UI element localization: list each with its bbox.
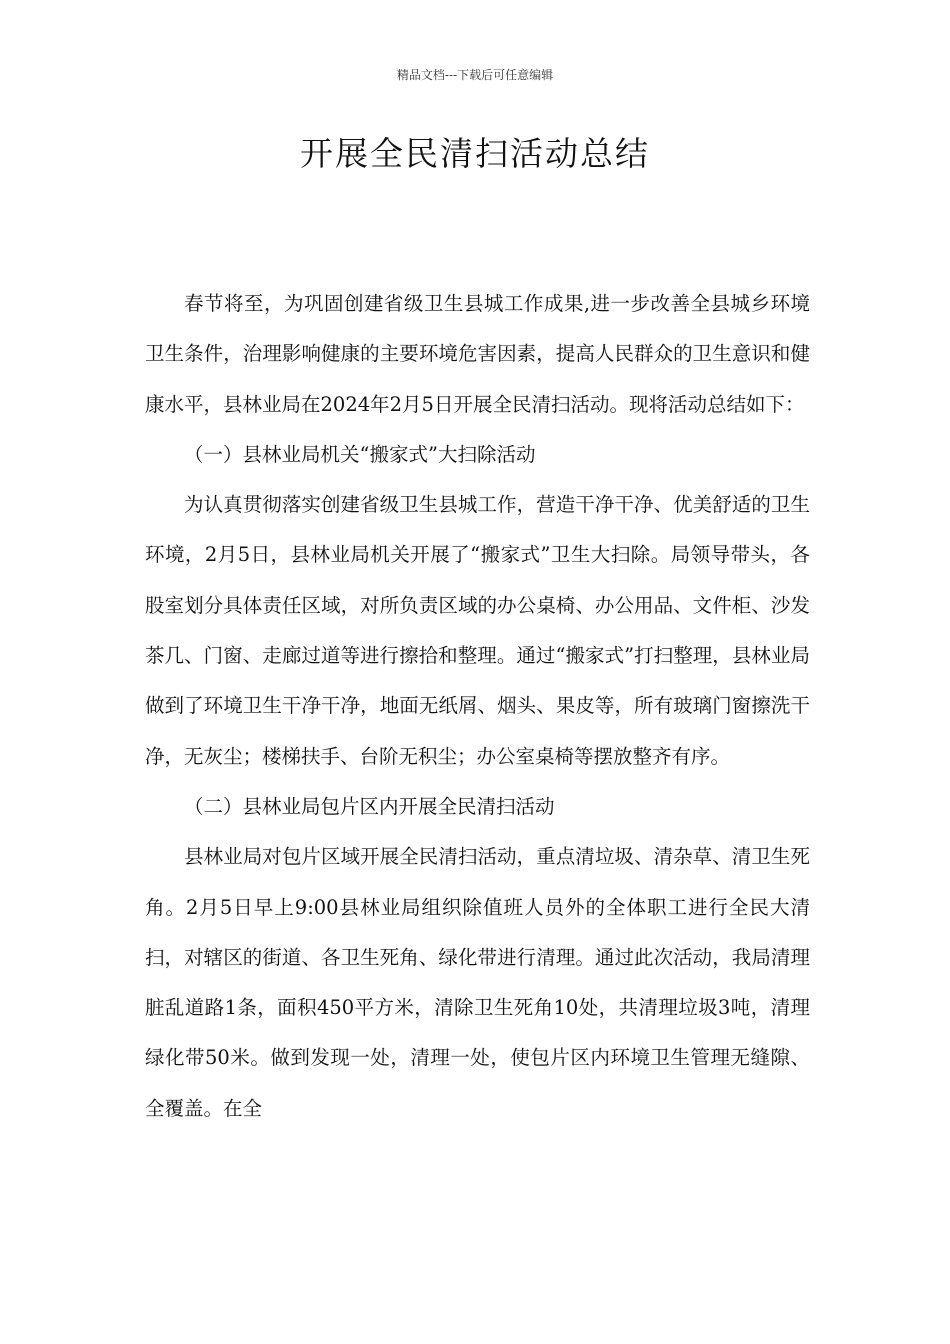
section-heading-2: （二）县林业局包片区内开展全民清扫活动 xyxy=(184,794,555,818)
intro-paragraph: 春节将至，为巩固创建省级卫生县城工作成果,进一步改善全县城乡环境卫生条件，治理影响健康的主要环境危害因素，提高人民群众的卫生意识和健康水平，县林业局在2024年2月5日开展全民清扫活动。现将活动总结如下： xyxy=(145,292,810,416)
document-body xyxy=(145,279,810,1134)
section-heading-1: （一）县林业局机关“搬家式”大扫除活动 xyxy=(184,442,536,466)
header-note: 精品文档---下载后可任意编辑 xyxy=(396,68,554,82)
document-title: 开展全民清扫活动总结 xyxy=(300,134,650,173)
section-2-paragraph: 县林业局对包片区域开展全民清扫活动，重点清垃圾、清杂草、清卫生死角。2月5日早上9:00县林业局组织除值班人员外的全体职工进行全民大清扫，对辖区的街道、各卫生死角、绿化带进行清理。通过此次活动，我局清理脏乱道路1条，面积450平方米，清除卫生死角10处，共清理垃圾3吨，清理绿化带50米。做到发现一处，清理一处，使包片区内环境卫生管理无缝隙、全覆盖。在全 xyxy=(145,845,810,1120)
section-1-paragraph: 为认真贯彻落实创建省级卫生县城工作，营造干净干净、优美舒适的卫生环境，2月5日，县林业局机关开展了“搬家式”卫生大扫除。局领导带头，各股室划分具体责任区域，对所负责区域的办公桌椅、办公用品、文件柜、沙发茶几、门窗、走廊过道等进行擦拾和整理。通过“搬家式”打扫整理，县林业局做到了环境卫生干净干净，地面无纸屑、烟头、果皮等，所有玻璃门窗擦洗干净，无灰尘；楼梯扶手、台阶无积尘；办公室桌椅等摆放整齐有序。 xyxy=(145,493,810,768)
